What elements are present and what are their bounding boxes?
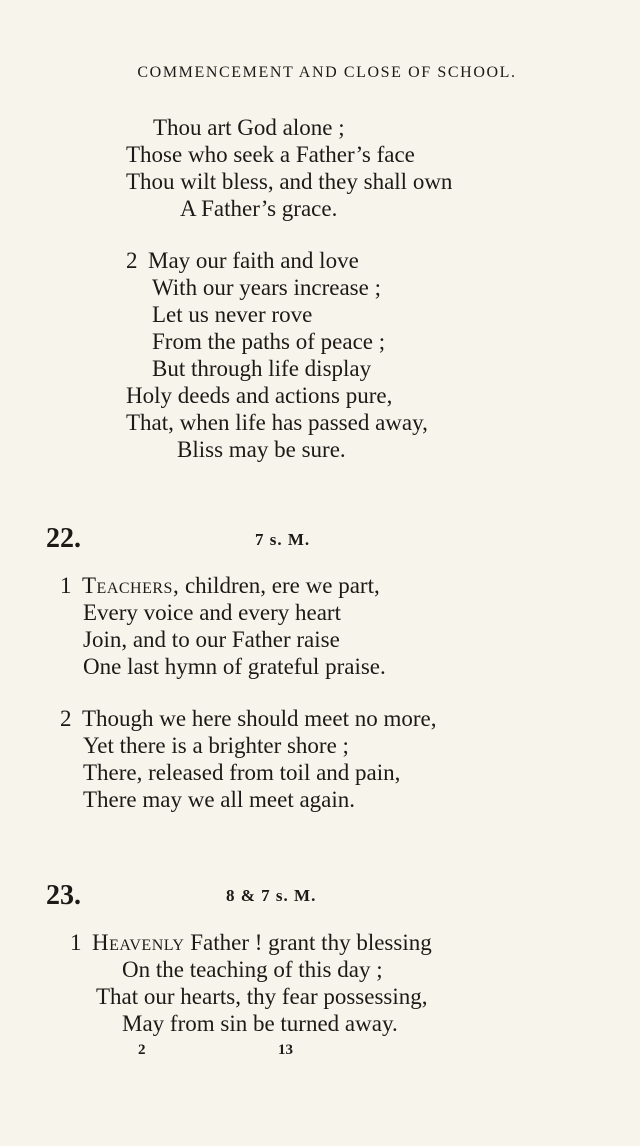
stanza-number: 2 <box>126 248 138 273</box>
stanza-1-first-line <box>70 929 432 956</box>
page-number: 13 <box>278 1042 293 1058</box>
verse-text: children, ere we part, <box>179 573 380 598</box>
verse-line: May from sin be turned away. <box>122 1011 398 1036</box>
verse-line: That our hearts, thy fear possessing, <box>96 984 428 1009</box>
verse-text: Though we here should meet no more, <box>82 706 437 731</box>
hymn-number: 23. <box>46 880 81 911</box>
stanza-number: 1 <box>70 930 82 955</box>
stanza-number: 2 <box>60 706 72 731</box>
verse-line: There, released from toil and pain, <box>83 760 401 785</box>
verse-line: Let us never rove <box>152 302 313 327</box>
verse-line: On the teaching of this day ; <box>122 957 383 982</box>
verse-line: That, when life has passed away, <box>126 410 428 435</box>
verse-line: From the paths of peace ; <box>152 329 386 354</box>
meter-label: 8 & 7 s. M. <box>226 886 317 905</box>
stanza-2-first-line <box>60 705 437 732</box>
verse-line: A Father’s grace. <box>180 196 338 221</box>
verse-line: Join, and to our Father raise <box>83 627 340 652</box>
verse-line: Every voice and every heart <box>83 600 341 625</box>
verse-line: Thou wilt bless, and they shall own <box>126 169 453 194</box>
verse-line: Yet there is a brighter shore ; <box>83 733 349 758</box>
verse-line: Bliss may be sure. <box>177 437 346 462</box>
stanza-number: 1 <box>60 573 72 598</box>
verse-line: One last hymn of grateful praise. <box>83 654 386 679</box>
verse-line: There may we all meet again. <box>83 787 356 812</box>
hymn-number: 22. <box>46 523 81 554</box>
verse-text: Father ! grant thy blessing <box>184 930 432 955</box>
stanza-1-first-line <box>60 572 380 599</box>
verse-text: May our faith and love <box>148 248 359 273</box>
meter-label: 7 s. M. <box>255 530 311 549</box>
signature-mark: 2 <box>138 1042 146 1058</box>
verse-line: Thou art God alone ; <box>153 115 345 140</box>
verse-line: But through life display <box>152 356 372 381</box>
small-caps-word: Teachers, <box>82 573 180 598</box>
stanza-2-first-line <box>126 247 359 274</box>
small-caps-word: Heavenly <box>92 930 185 955</box>
verse-line: With our years increase ; <box>152 275 381 300</box>
verse-line: Those who seek a Father’s face <box>126 142 415 167</box>
verse-line: Holy deeds and actions pure, <box>126 383 393 408</box>
running-head: COMMENCEMENT AND CLOSE OF SCHOOL. <box>137 64 517 81</box>
